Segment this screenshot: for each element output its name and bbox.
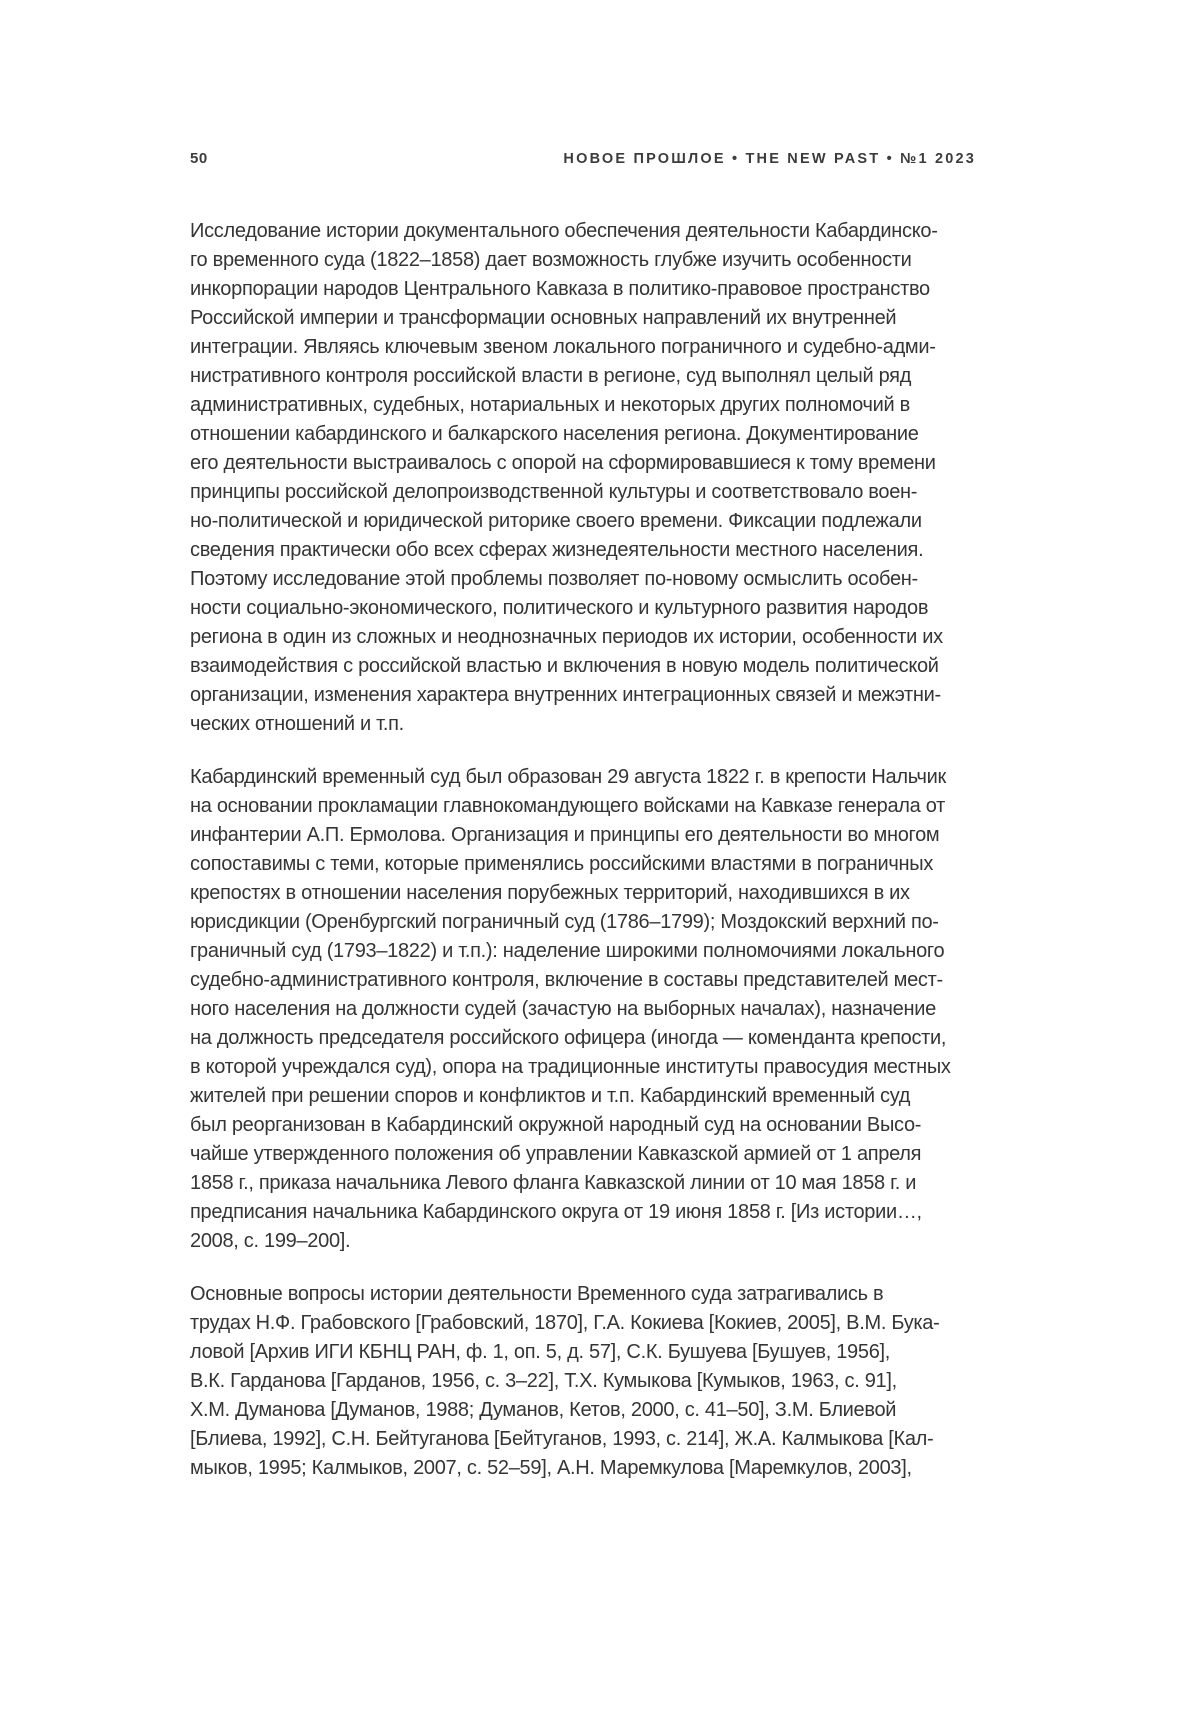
page-number: 50 — [190, 150, 208, 167]
journal-title: НОВОЕ ПРОШЛОЕ • THE NEW PAST • №1 2023 — [563, 151, 976, 167]
article-body — [190, 217, 976, 1483]
document-page — [190, 150, 976, 1507]
paragraph-court-history: Кабардинский временный суд был образован 29 августа 1822 г. в крепости Нальчик на основании прокламации главнокомандующего войсками на Кавказе генерала от инфантерии А.П. Ермолова. Организация и принципы его деятельности во многом сопоставимы с теми, которые применялись российскими властями в пограничных крепостях в отношении населения порубежных территорий, находившихся в их юрисдикции (Оренбургский пограничный суд (1786–1799); Моздокский верхний по- граничный суд (1793–1822) и т.п.): наделение широкими полномочиями локального судебно-административного контроля, включение в составы представителей мест- ного населения на должности судей (зачастую на выборных началах), назначение на должность председателя российского офицера (иногда — коменданта крепости, в которой учреждался суд), опора на традиционные институты правосудия местных жителей при решении споров и конфликтов и т.п. Кабардинский временный суд был реорганизован в Кабардинский окружной народный суд на основании Высо- чайше утвержденного положения об управлении Кавказской армией от 1 апреля 1858 г., приказа начальника Левого фланга Кавказской линии от 10 мая 1858 г. и предписания начальника Кабардинского округа от 19 июня 1858 г. [Из истории…, 2008, с. 199–200]. — [190, 766, 951, 1252]
running-header — [190, 150, 976, 167]
paragraph-intro: Исследование истории документального обеспечения деятельности Кабардинско- го временного суда (1822–1858) дает возможность глубже изучить особенности инкорпорации народов Центрального Кавказа в политико-правовое пространство Российской империи и трансформации основных направлений их внутренней интеграции. Являясь ключевым звеном локального пограничного и судебно-адми- нистративного контроля российской власти в регионе, суд выполнял целый ряд административных, судебных, нотариальных и некоторых других полномочий в отношении кабардинского и балкарского населения региона. Документирование его деятельности выстраивалось с опорой на сформировавшиеся к тому времени принципы российской делопроизводственной культуры и соответствовало воен- но-политической и юридической риторике своего времени. Фиксации подлежали сведения практически обо всех сферах жизнедеятельности местного населения. Поэтому исследование этой проблемы позволяет по-новому осмыслить особен- ности социально-экономического, политического и культурного развития народов региона в один из сложных и неоднозначных периодов их истории, особенности их взаимодействия с российской властью и включения в новую модель политической организации, изменения характера внутренних интеграционных связей и межэтни- ческих отношений и т.п. — [190, 220, 943, 735]
paragraph-historiography: Основные вопросы истории деятельности Временного суда затрагивались в трудах Н.Ф. Грабовского [Грабовский, 1870], Г.А. Кокиева [Кокиев, 2005], В.М. Бука- ловой [Архив ИГИ КБНЦ РАН, ф. 1, оп. 5, д. 57], С.К. Бушуева [Бушуев, 1956], В.К. Гарданова [Гарданов, 1956, с. 3–22], Т.Х. Кумыкова [Кумыков, 1963, с. 91], Х.М. Думанова [Думанов, 1988; Думанов, Кетов, 2000, с. 41–50], З.М. Блиевой [Блиева, 1992], С.Н. Бейтуганова [Бейтуганов, 1993, с. 214], Ж.А. Калмыкова [Кал- мыков, 1995; Калмыков, 2007, с. 52–59], А.Н. Маремкулова [Маремкулов, 2003], — [190, 1283, 940, 1479]
